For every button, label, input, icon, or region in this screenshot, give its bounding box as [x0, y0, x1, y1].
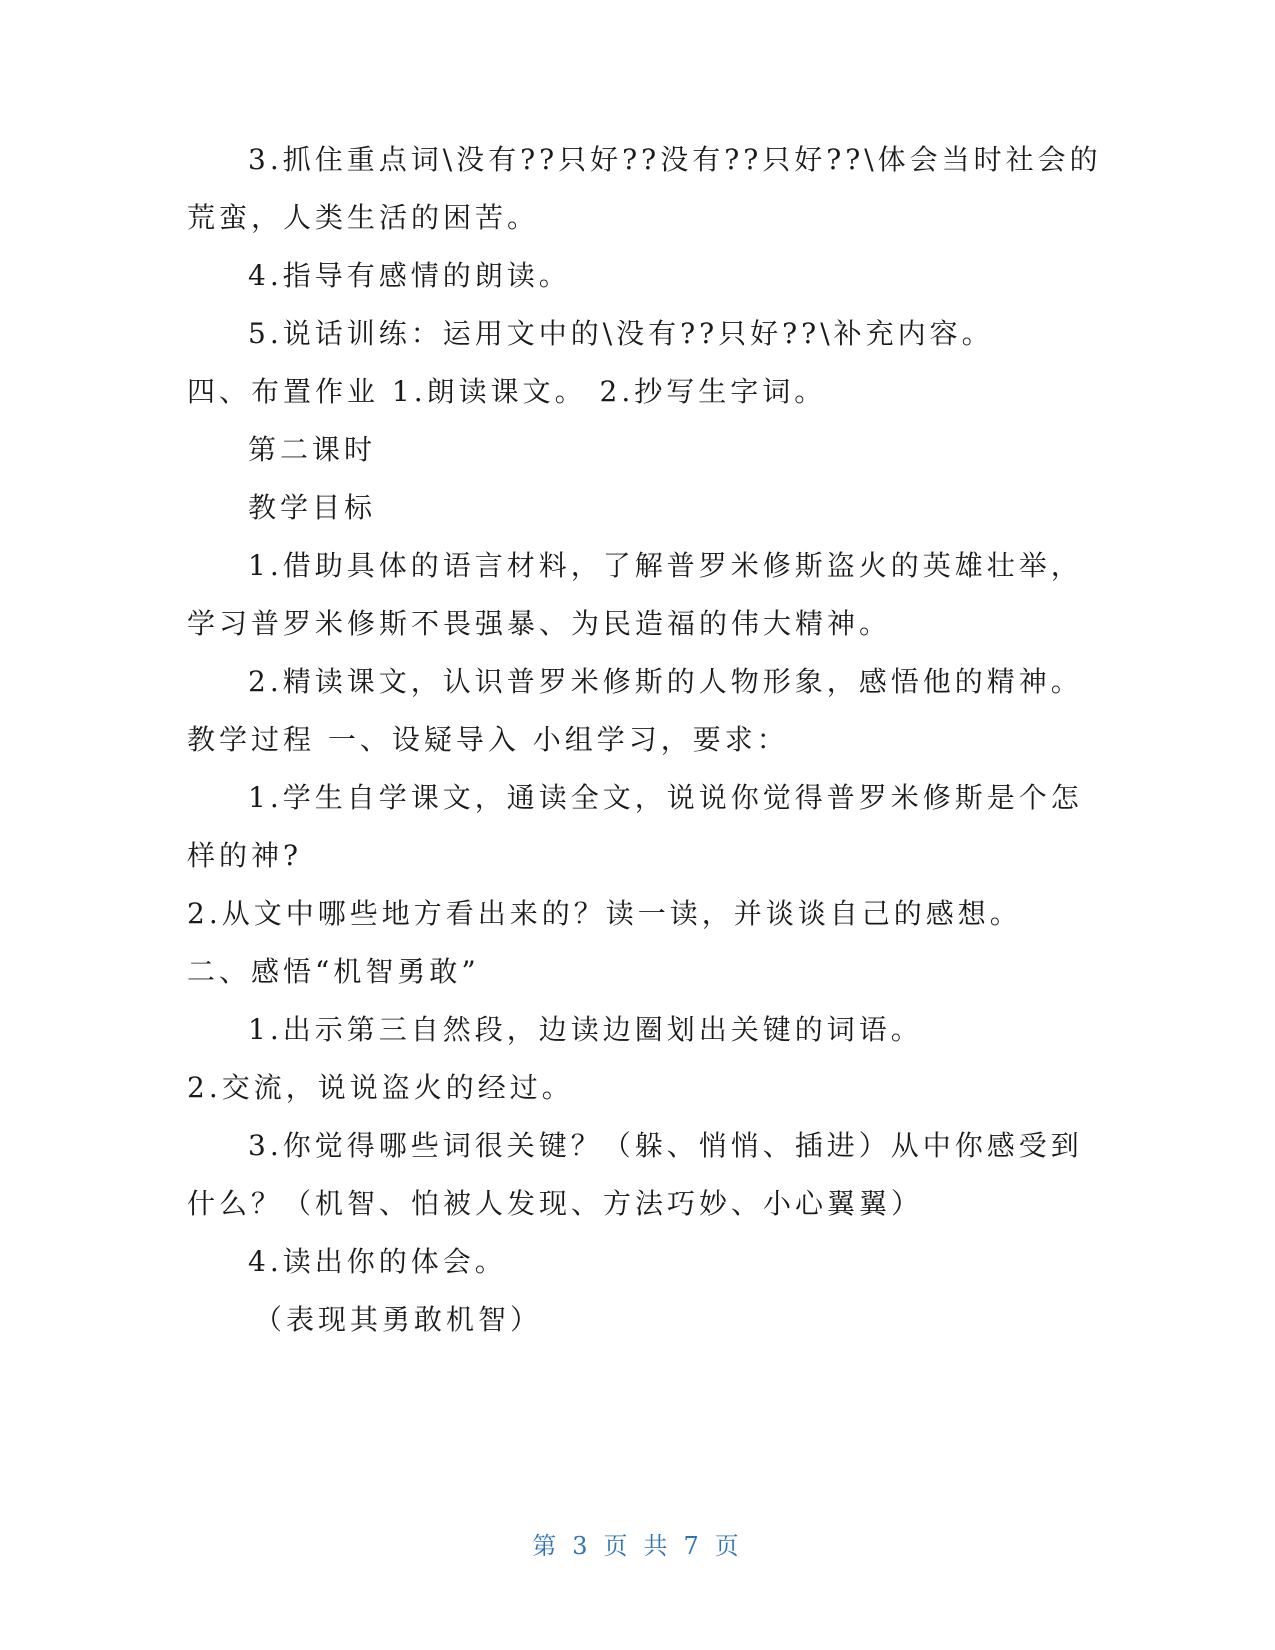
page-footer: [0, 1530, 1275, 1562]
text-line: 荒蛮，人类生活的困苦。: [187, 201, 540, 234]
footer-current-page: 3: [572, 1532, 592, 1560]
footer-suffix: 页: [714, 1532, 743, 1560]
section-heading: 教学目标: [248, 491, 377, 524]
text-line: 3.抓住重点词\没有??只好??没有??只好??\体会当时社会的: [248, 143, 1102, 176]
lesson-title: 第二课时: [248, 433, 377, 466]
footer-page-word: 页: [603, 1532, 632, 1560]
text-line: 样的神?: [187, 839, 303, 872]
text-line: 1.出示第三自然段，边读边圈划出关键的词语。: [248, 1013, 923, 1046]
footer-total-pages: 7: [683, 1532, 703, 1560]
text-line: 学习普罗米修斯不畏强暴、为民造福的伟大精神。: [187, 607, 892, 640]
text-line: 3.你觉得哪些词很关键？（躲、悄悄、插进）从中你感受到: [248, 1129, 1083, 1162]
footer-total-word: 共: [643, 1532, 672, 1560]
text-line: 4.指导有感情的朗读。: [248, 259, 571, 292]
text-line: 1.学生自学课文，通读全文，说说你觉得普罗米修斯是个怎: [248, 781, 1083, 814]
text-line: 4.读出你的体会。: [248, 1245, 507, 1278]
text-line: （表现其勇敢机智）: [254, 1303, 543, 1336]
section-heading: 二、感悟“机智勇敢”: [187, 955, 480, 988]
footer-prefix: 第: [532, 1532, 561, 1560]
text-line: 什么？（机智、怕被人发现、方法巧妙、小心翼翼）: [187, 1187, 924, 1220]
text-line: 1.借助具体的语言材料，了解普罗米修斯盗火的英雄壮举，: [248, 549, 1083, 582]
text-line: 2.交流，说说盗火的经过。: [187, 1071, 574, 1104]
text-line: 2.精读课文，认识普罗米修斯的人物形象，感悟他的精神。: [248, 665, 1083, 698]
text-line: 5.说话训练：运用文中的\没有??只好??\补充内容。: [248, 317, 994, 350]
text-line: 2.从文中哪些地方看出来的？读一读，并谈谈自己的感想。: [187, 897, 1022, 930]
section-heading: 四、布置作业 1.朗读课文。 2.抄写生字词。: [187, 375, 827, 408]
section-heading: 教学过程 一、设疑导入 小组学习，要求：: [187, 723, 789, 756]
